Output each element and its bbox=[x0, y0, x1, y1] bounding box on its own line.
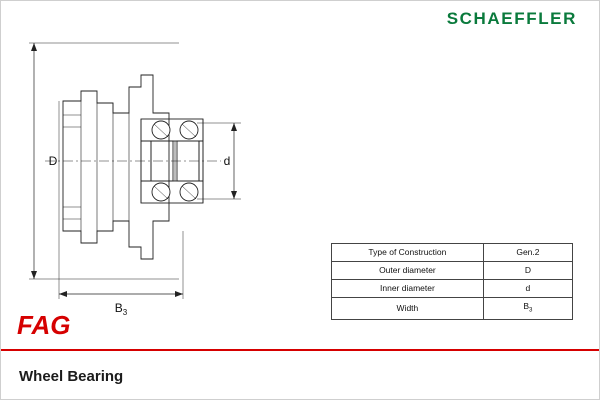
bearing-technical-drawing bbox=[1, 31, 331, 317]
spec-label: Inner diameter bbox=[332, 280, 484, 298]
hub-flange-outline bbox=[63, 75, 169, 259]
table-row bbox=[332, 244, 573, 262]
spec-value: D bbox=[483, 262, 572, 280]
label-outer-diameter: D bbox=[48, 154, 58, 168]
specification-table bbox=[331, 243, 573, 320]
label-width: $B_3$ bbox=[114, 301, 128, 317]
spec-label: Width bbox=[332, 298, 484, 320]
spec-value-subscript: 3 bbox=[529, 306, 533, 314]
spec-value-text: B bbox=[523, 301, 530, 311]
spec-value: Gen.2 bbox=[483, 244, 572, 262]
bearing-cross-section-svg bbox=[1, 31, 331, 317]
product-title: Wheel Bearing bbox=[19, 368, 124, 385]
footer-divider bbox=[1, 349, 599, 351]
schaeffler-logo: SCHAEFFLER bbox=[446, 9, 577, 28]
table-row bbox=[332, 298, 573, 320]
table-row bbox=[332, 262, 573, 280]
spec-label: Type of Construction bbox=[332, 244, 484, 262]
spec-value: d bbox=[483, 280, 572, 298]
spec-label: Outer diameter bbox=[332, 262, 484, 280]
label-inner-diameter: d bbox=[223, 154, 231, 168]
table-row bbox=[332, 280, 573, 298]
spec-value bbox=[483, 298, 572, 320]
fag-logo: FAG bbox=[17, 310, 71, 340]
